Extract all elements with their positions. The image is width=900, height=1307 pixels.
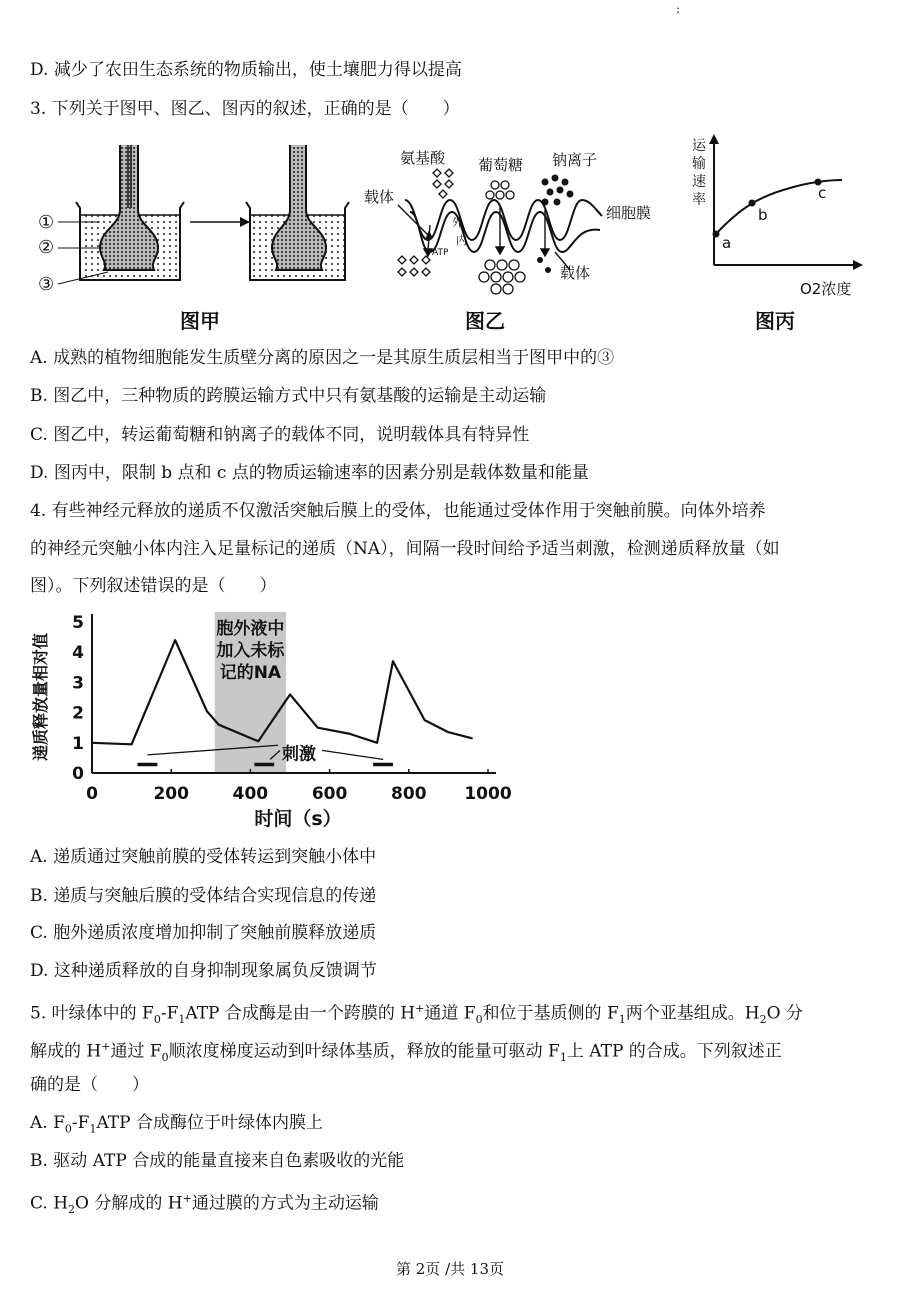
q4-data-point <box>317 727 319 729</box>
q5-stem-3: 确的是（ ） <box>30 1075 149 1095</box>
q5-option-c: C. $H_2O$ 分解成的 H+通过膜的方式为主动运输 <box>30 1192 379 1217</box>
q3-option-c: C. 图乙中，转运葡萄糖和钠离子的载体不同，说明载体具有特异性 <box>30 425 530 445</box>
yi-label-carrier-left: 载体 <box>364 188 395 206</box>
bing-caption: 图丙 <box>755 309 795 333</box>
q4-data-point <box>376 742 378 744</box>
amino-molecules-top <box>433 169 453 198</box>
q4-stimulus-pointer <box>322 750 383 759</box>
figure-bing <box>692 134 863 333</box>
q4-data-point <box>349 733 351 735</box>
q5-option-b: B. 驱动 ATP 合成的能量直接来自色素吸收的光能 <box>30 1151 405 1171</box>
q4-y-tick-label: 5 <box>72 613 84 633</box>
glucose-molecules-top <box>486 181 514 199</box>
q4-data-point <box>471 737 473 739</box>
q4-shaded-label-line: 胞外液中 <box>216 619 285 639</box>
q2-option-d: D. 减少了农田生态系统的物质输出，使土壤肥力得以提高 <box>30 60 462 80</box>
q4-y-tick-label: 3 <box>72 673 84 694</box>
q4-x-axis-label: 时间（s） <box>254 808 342 830</box>
yi-label-sodium: 钠离子 <box>552 151 598 169</box>
q4-y-tick-label: 0 <box>72 764 84 784</box>
q4-x-tick-label: 1000 <box>464 784 512 804</box>
q4-data-point <box>218 724 220 726</box>
q4-data-point <box>258 740 260 742</box>
q4-data-point <box>206 710 208 712</box>
q3-option-b: B. 图乙中，三种物质的跨膜运输方式中只有氨基酸的运输是主动运输 <box>30 386 547 406</box>
yi-label-membrane: 细胞膜 <box>606 204 652 222</box>
q4-stem-1: 4. 有些神经元释放的递质不仅激活突触后膜上的受体，也能通过受体作用于突触前膜。向体外培养 <box>30 501 766 521</box>
q4-stem-2: 的神经元突触小体内注入足量标记的递质（NA），间隔一段时间给予适当刺激，检测递质释放量（如 <box>30 539 780 559</box>
q5-stem-2: 解成的 H+通过 $F_0$顺浓度梯度运动到叶绿体基质，释放的能量可驱动 $F_1$上 ATP 的合成。下列叙述正 <box>30 1040 782 1065</box>
yi-label-carrier-right: 载体 <box>560 264 591 282</box>
amino-molecules-bottom <box>398 256 430 276</box>
bing-ylabel-1: 运 <box>692 138 706 154</box>
q4-option-c: C. 胞外递质浓度增加抑制了突触前膜释放递质 <box>30 923 377 943</box>
jia-mark-3: ③ <box>38 274 55 295</box>
q4-x-tick-label: 600 <box>311 784 348 804</box>
q4-y-axis-label: 递质释放量相对值 <box>31 632 50 762</box>
bing-xlabel: O2浓度 <box>800 280 852 298</box>
jia-mark-2: ② <box>38 237 55 258</box>
q4-data-point <box>392 660 394 662</box>
figure-yi <box>364 149 651 333</box>
glucose-molecules-bottom <box>479 260 525 294</box>
q4-y-tick-label: 1 <box>72 733 84 754</box>
q4-y-tick-label: 4 <box>72 643 84 664</box>
beaker-right <box>246 145 349 280</box>
yi-label-inside: 内 <box>456 234 467 247</box>
q5-option-a: A. $F_0-F_1ATP$ 合成酶位于叶绿体内膜上 <box>30 1113 323 1136</box>
q3-option-a: A. 成熟的植物细胞能发生质壁分离的原因之一是其原生质层相当于图甲中的③ <box>30 348 615 368</box>
q3-option-d: D. 图丙中，限制 b 点和 c 点的物质运输速率的因素分别是载体数量和能量 <box>30 463 589 483</box>
yi-label-amino: 氨基酸 <box>400 149 446 167</box>
q4-data-point <box>131 744 133 746</box>
bing-point-c: c <box>818 184 827 202</box>
yi-caption: 图乙 <box>465 309 505 333</box>
q4-x-tick-label: 400 <box>232 784 269 804</box>
q4-stem-3: 图）。下列叙述错误的是（ ） <box>30 576 277 596</box>
q4-data-point <box>424 719 426 721</box>
yi-label-atp: ATP <box>432 248 449 258</box>
q4-data-point <box>448 731 450 733</box>
q4-x-tick-label: 200 <box>153 784 189 804</box>
q4-data-point <box>289 694 291 696</box>
corner-mark: : <box>676 2 681 16</box>
q4-data-point <box>91 742 93 744</box>
q4-x-tick-label: 0 <box>86 784 98 804</box>
jia-mark-1: ① <box>38 212 55 233</box>
q4-shaded-label-line: 加入未标 <box>216 641 285 661</box>
q4-stimulus-label: 刺激 <box>282 744 316 765</box>
yi-label-glucose: 葡萄糖 <box>478 156 524 174</box>
yi-label-outside: 外 <box>452 216 463 229</box>
q4-option-d: D. 这种递质释放的自身抑制现象属负反馈调节 <box>30 961 377 981</box>
q3-figures <box>0 130 900 340</box>
q4-option-a: A. 递质通过突触前膜的受体转运到突触小体中 <box>30 847 377 867</box>
jia-caption: 图甲 <box>180 309 220 333</box>
q4-option-b: B. 递质与突触后膜的受体结合实现信息的传递 <box>30 886 377 906</box>
q3-stem: 3. 下列关于图甲、图乙、图丙的叙述，正确的是（ ） <box>30 99 460 119</box>
beaker-left <box>38 145 184 295</box>
figure-jia <box>38 145 349 333</box>
jia-arrow <box>190 217 250 227</box>
q4-chart <box>0 600 520 840</box>
bing-ylabel-4: 率 <box>692 192 706 208</box>
bing-point-b: b <box>758 206 768 224</box>
q4-shaded-label-line: 记的NA <box>219 663 282 683</box>
bing-point-a: a <box>722 234 732 252</box>
sodium-ions <box>537 175 574 274</box>
bing-ylabel-3: 速 <box>692 174 706 190</box>
q4-data-point <box>174 639 176 641</box>
q5-stem-1: 5. 叶绿体中的 $F_0-F_1ATP$ 合成酶是由一个跨膜的 H+通道 $F_0$和位于基质侧的 $F_1$两个亚基组成。$H_2O$ 分 <box>30 1002 803 1027</box>
q4-x-tick-label: 800 <box>391 784 427 804</box>
q4-y-tick-label: 2 <box>72 703 84 724</box>
page-footer: 第 2页 /共 13页 <box>396 1260 504 1278</box>
bing-ylabel-2: 输 <box>692 156 706 172</box>
